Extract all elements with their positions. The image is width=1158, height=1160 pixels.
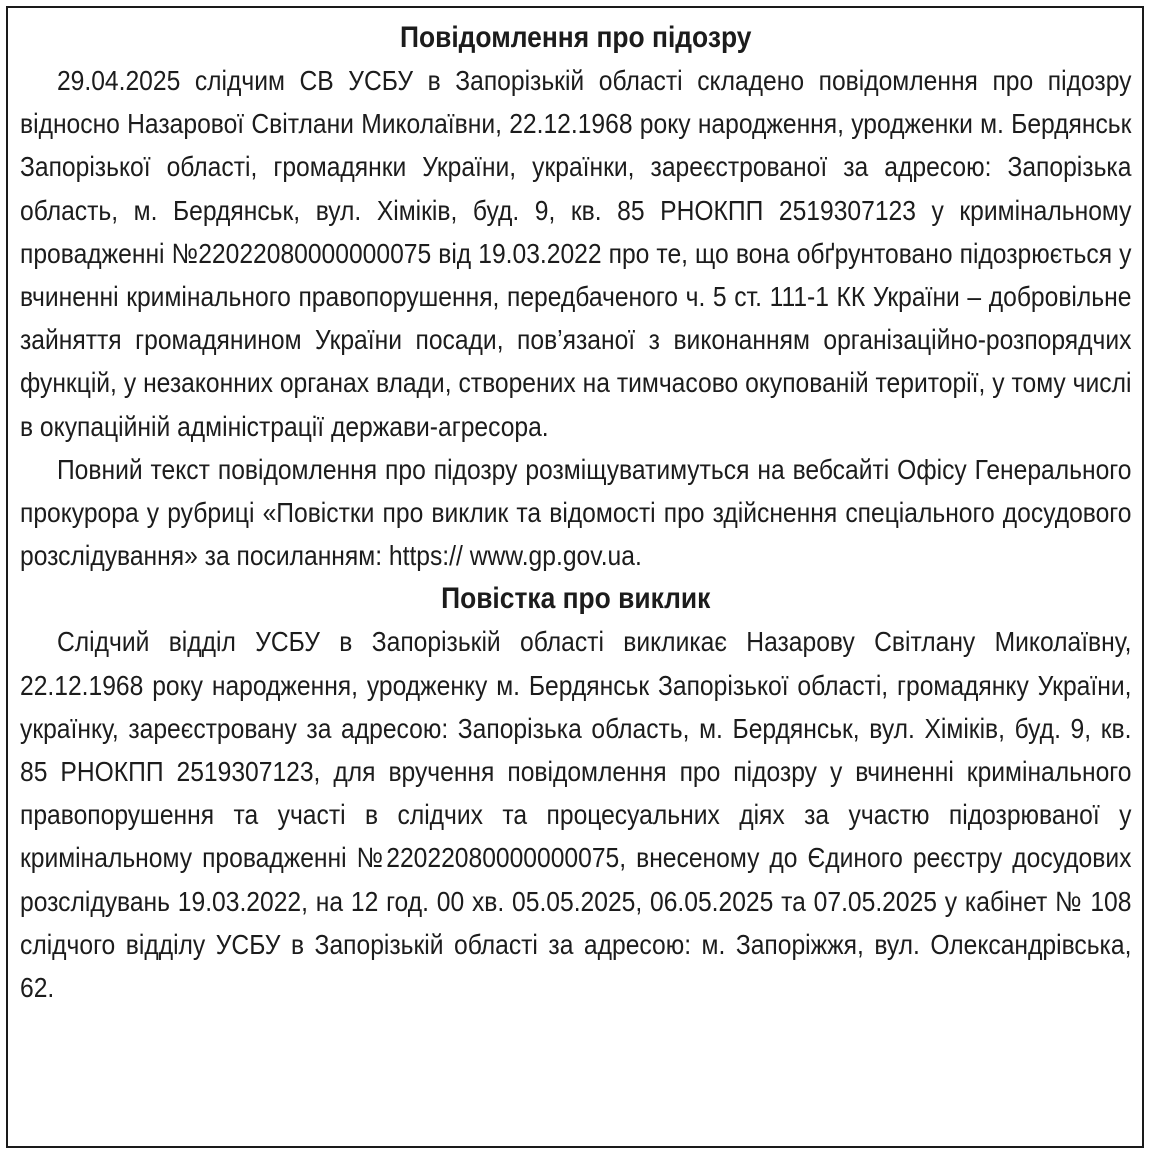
suspicion-notice-paragraph-2: Повний текст повідомлення про підозру розміщуватимуться на вебсайті Офісу Генерального прокурора у рубриці «Повістки про виклик та відомості про здійснення спеціального досудового розслідування» за посиланням: https:// www.gp.gov.ua. bbox=[20, 453, 1132, 572]
notice-content bbox=[20, 16, 1131, 1009]
notice-frame bbox=[6, 6, 1144, 1148]
summons-title: Повістка про виклик bbox=[441, 582, 711, 616]
suspicion-notice-title: Повідомлення про підозру bbox=[400, 21, 752, 54]
summons-paragraph-1: Слідчий відділ УСБУ в Запорізькій області викликає Назарову Світлану Миколаївну, 22.12.1968 року народження, уродженку м. Бердянськ Запорізької області, громадянку України, українку, зареєстровану за адресою: Запорізька область, м. Бердянськ, вул. Хіміків, буд. 9, кв. 85 РНОКПП 2519307123, для вручення повідомлення про підозру у вчиненні кримінального правопорушення та участі в слідчих та процесуальних діях за участю підозрюваної у кримінальному провадженні №22022080000000075, внесеному до Єдиного реєстру досудових розслідувань 19.03.2022, на 12 год. 00 хв. 05.05.2025, 06.05.2025 та 07.05.2025 у кабінет № 108 слідчого відділу УСБУ в Запорізькій області за адресою: м. Запоріжжя, вул. Олександрівська, 62. bbox=[20, 626, 1132, 1004]
suspicion-notice-paragraph-1: 29.04.2025 слідчим СВ УСБУ в Запорізькій області складено повідомлення про підозру відносно Назарової Світлани Миколаївни, 22.12.1968 року народження, уродженки м. Бердянськ Запорізької області, громадянки України, українки, зареєстрованої за адресою: Запорізька область, м. Бердянськ, вул. Хіміків, буд. 9, кв. 85 РНОКПП 2519307123 у кримінальному провадженні №22022080000000075 від 19.03.2022 про те, що вона обґрунтовано підозрюється у вчиненні кримінального правопорушення, передбаченого ч. 5 ст. 111-1 КК України – добровільне зайняття громадянином України посади, пов’язаної з виконанням організаційно-розпорядчих функцій, у незаконних органах влади, створених на тимчасово окупованій території, у тому числі в окупаційній адміністрації держави-агресора. bbox=[20, 65, 1132, 442]
